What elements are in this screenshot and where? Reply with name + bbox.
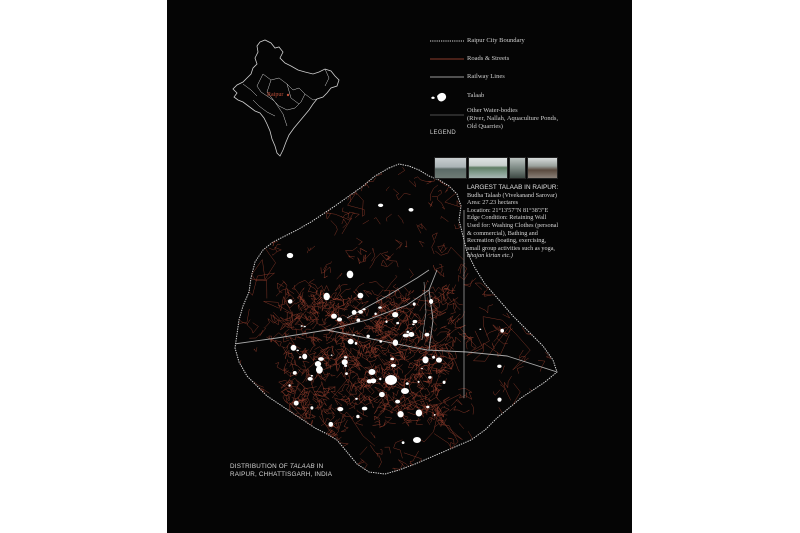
talaab [396, 322, 399, 324]
photo-strip [434, 157, 558, 179]
legend-title: LEGEND [430, 130, 456, 136]
talaab [391, 364, 396, 367]
talaab [393, 340, 398, 346]
talaab [345, 372, 348, 375]
talaab [432, 356, 435, 359]
talaab [344, 365, 347, 367]
talaab [412, 324, 415, 326]
info-line: small group activities such as yoga, [467, 244, 555, 252]
talaab [528, 180, 531, 183]
talaab [379, 392, 385, 397]
talaab [348, 339, 354, 344]
info-line-last: bhajan kirtan etc.) [467, 252, 513, 260]
talaab [342, 359, 348, 365]
legend-label-roads: Roads & Streets [467, 55, 510, 62]
talaab [378, 204, 383, 207]
talaab [406, 331, 409, 334]
talaab [474, 460, 478, 463]
photo-talaab-3 [509, 157, 526, 179]
talaab [316, 366, 323, 374]
talaab [429, 299, 433, 304]
talaab [355, 342, 358, 345]
talaab [378, 306, 382, 308]
legend-label-boundary: Raipur City Boundary [467, 37, 525, 44]
talaab [287, 253, 293, 258]
caption-prefix: DISTRIBUTION OF [230, 463, 290, 470]
legend-label-waterbodies: Other Water-bodies [467, 107, 518, 114]
photo-talaab-2 [468, 157, 508, 179]
talaab [288, 299, 293, 303]
info-line: Location: 21°13'57"N 81°38'3"E [467, 206, 549, 214]
talaab [318, 357, 324, 361]
talaab [413, 320, 418, 323]
talaab [356, 319, 360, 322]
legend-label-talaab: Talaab [467, 92, 485, 99]
talaab [356, 415, 359, 419]
talaab [497, 398, 501, 402]
talaab [374, 313, 376, 316]
largest-talaab-info [467, 184, 632, 260]
info-line: Area: 27.23 hectares [467, 199, 519, 207]
inset-raipur-label: Raipur [267, 92, 284, 98]
caption-italic: TALAAB [289, 463, 315, 470]
talaab [310, 406, 313, 409]
talaab [367, 335, 370, 338]
talaab-large [413, 437, 421, 443]
talaab [362, 407, 368, 411]
talaab [355, 398, 358, 400]
talaab [329, 422, 334, 427]
talaab [288, 384, 290, 386]
talaab [275, 452, 278, 455]
talaab [367, 379, 372, 383]
talaab [418, 381, 420, 383]
talaab [500, 329, 504, 333]
talaab [293, 371, 297, 375]
legend-label-waterbodies-line2: (River, Nallah, Aquaculture Ponds, [467, 115, 559, 122]
caption-suffix: IN [314, 463, 324, 470]
talaab [390, 358, 394, 361]
talaab [315, 361, 321, 367]
talaab [310, 197, 313, 200]
talaab [425, 333, 430, 337]
talaab [302, 354, 307, 360]
talaab [395, 400, 400, 404]
info-heading: LARGEST TALAAB IN RAIPUR: [467, 184, 559, 191]
talaab [308, 377, 313, 381]
talaab [379, 378, 381, 380]
talaab [408, 332, 414, 337]
inset-raipur-marker [287, 94, 289, 96]
talaab [352, 310, 357, 315]
talaab [416, 410, 422, 417]
talaab [406, 382, 409, 385]
talaab [479, 329, 481, 330]
talaab-large [385, 375, 397, 385]
talaab [413, 302, 416, 305]
talaab-large [436, 357, 442, 362]
talaab [358, 293, 364, 299]
talaab [324, 293, 330, 300]
talaab-large [369, 369, 376, 375]
talaab [337, 317, 342, 321]
talaab [311, 375, 313, 377]
talaab [331, 355, 333, 356]
photo-talaab-4 [527, 157, 558, 179]
talaab [392, 312, 398, 317]
talaab [337, 407, 343, 411]
talaab [532, 397, 538, 403]
legend-symbols [430, 41, 464, 115]
info-line: Edge Condition: Retaining Wall [467, 214, 547, 222]
talaab [347, 271, 354, 279]
talaab [304, 326, 306, 328]
legend-label-railway: Railway Lines [467, 73, 505, 80]
photo-talaab-1 [434, 157, 467, 179]
talaab [443, 381, 446, 384]
india-inset-map [233, 40, 339, 156]
talaab [409, 208, 414, 212]
map-graphics [167, 0, 632, 533]
map-poster [167, 0, 632, 533]
talaab [291, 345, 297, 351]
map-caption [230, 463, 332, 479]
info-line: Used for: Washing Clothes (personal [467, 221, 559, 229]
talaab-blob-icon [431, 93, 446, 102]
talaab [247, 232, 249, 233]
talaab [426, 406, 429, 408]
talaab [379, 340, 382, 343]
talaab [331, 314, 337, 319]
legend-label-waterbodies-line3: Old Quarries) [467, 123, 503, 130]
talaab [294, 401, 299, 406]
talaab [362, 308, 365, 310]
info-line: Budha Talaab (Vivekanand Sarovar) [467, 191, 557, 199]
caption-line2: RAIPUR, CHHATTISGARH, INDIA [230, 471, 333, 478]
talaab [301, 325, 303, 327]
talaab [299, 356, 301, 358]
talaab [398, 411, 404, 417]
info-line: & commercial), Bathing and [467, 229, 538, 237]
talaab [428, 376, 432, 379]
talaab [385, 320, 387, 323]
talaab-large [401, 388, 409, 394]
talaab [497, 365, 501, 368]
info-line: Recreation (boating, exercising, [467, 237, 547, 245]
talaab [434, 414, 436, 416]
talaab [421, 368, 423, 369]
talaab [402, 441, 405, 444]
talaab [296, 350, 299, 352]
talaab [358, 310, 363, 314]
talaab [422, 356, 428, 363]
talaab [353, 334, 355, 336]
talaab [344, 356, 348, 358]
talaab [403, 334, 409, 338]
